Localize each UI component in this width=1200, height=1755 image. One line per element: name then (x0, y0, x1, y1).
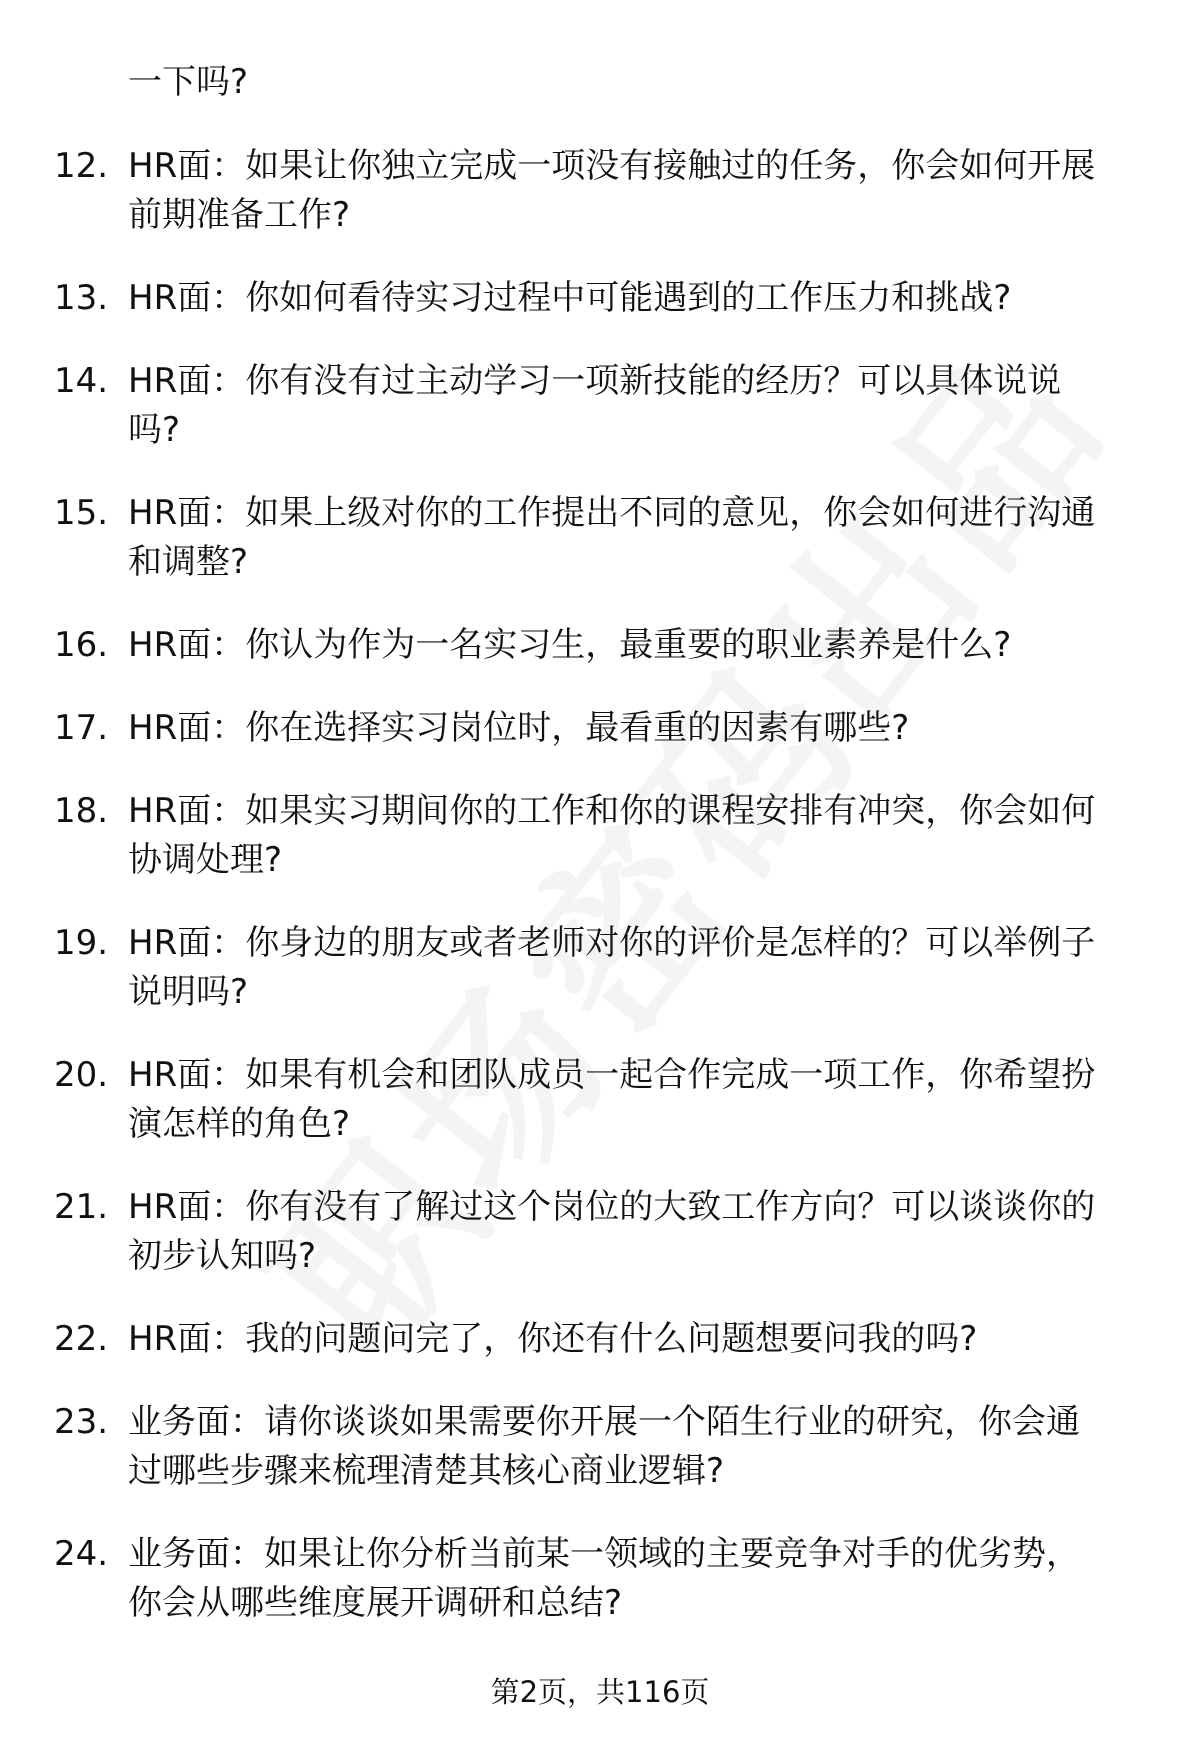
question-item (0, 1315, 1200, 1364)
question-number: 16. (54, 625, 109, 665)
question-item (0, 787, 1200, 885)
question-item (0, 1530, 1200, 1628)
question-text (128, 1051, 1095, 1149)
question-line: HR面：你有没有了解过这个岗位的大致工作方向？可以谈谈你的 (128, 1187, 1096, 1227)
question-item (0, 1398, 1200, 1496)
question-line: HR面：我的问题问完了，你还有什么问题想要问我的吗? (128, 1319, 978, 1359)
question-line: HR面：如果有机会和团队成员一起合作完成一项工作，你希望扮 (128, 1055, 1096, 1095)
question-line: 说明吗? (128, 972, 249, 1012)
continued-text: 一下吗? (128, 62, 249, 102)
question-item (0, 621, 1200, 670)
question-number: 15. (54, 493, 109, 533)
question-line: 演怎样的角色? (128, 1104, 351, 1144)
question-line: HR面：你身边的朋友或者老师对你的评价是怎样的？可以举例子 (128, 923, 1096, 963)
question-line: 业务面：请你谈谈如果需要你开展一个陌生行业的研究，你会通 (128, 1402, 1080, 1442)
question-line: HR面：如果实习期间你的工作和你的课程安排有冲突，你会如何 (128, 791, 1096, 831)
question-number: 23. (54, 1402, 109, 1442)
question-text (128, 787, 1095, 885)
question-number: 12. (54, 146, 109, 186)
question-number: 17. (54, 708, 109, 748)
question-text (128, 1315, 977, 1364)
question-item (0, 919, 1200, 1017)
question-number: 13. (54, 278, 109, 318)
question-number: 18. (54, 791, 109, 831)
question-line: HR面：你在选择实习岗位时，最看重的因素有哪些? (128, 708, 910, 748)
question-line: 初步认知吗? (128, 1236, 317, 1276)
question-text (128, 274, 1011, 323)
question-line: HR面：你有没有过主动学习一项新技能的经历？可以具体说说 (128, 361, 1062, 401)
question-item (0, 1051, 1200, 1149)
question-item (0, 704, 1200, 753)
question-line: 业务面：如果让你分析当前某一领域的主要竞争对手的优劣势， (128, 1534, 1080, 1574)
question-item (0, 489, 1200, 587)
question-item (0, 142, 1200, 240)
question-line: 和调整? (128, 542, 249, 582)
question-item (0, 274, 1200, 323)
question-line: 你会从哪些维度展开调研和总结? (128, 1583, 623, 1623)
question-line: HR面：你如何看待实习过程中可能遇到的工作压力和挑战? (128, 278, 1012, 318)
question-line: 协调处理? (128, 840, 283, 880)
question-text (128, 1183, 1095, 1281)
question-number: 19. (54, 923, 109, 963)
question-line: HR面：如果让你独立完成一项没有接触过的任务，你会如何开展 (128, 146, 1096, 186)
question-line: HR面：你认为作为一名实习生，最重要的职业素养是什么? (128, 625, 1012, 665)
question-text (128, 1530, 1080, 1628)
question-number: 14. (54, 361, 109, 401)
question-list (0, 58, 1200, 1662)
question-line: 吗? (128, 410, 181, 450)
question-text (128, 1398, 1080, 1496)
question-item (0, 1183, 1200, 1281)
question-text (128, 357, 1061, 455)
question-number: 20. (54, 1055, 109, 1095)
question-line: 过哪些步骤来梳理清楚其核心商业逻辑? (128, 1451, 725, 1491)
question-text (128, 489, 1095, 587)
question-line: HR面：如果上级对你的工作提出不同的意见，你会如何进行沟通 (128, 493, 1096, 533)
page-number: 第2页，共116页 (490, 1675, 710, 1709)
question-line: 前期准备工作? (128, 195, 351, 235)
question-text (128, 621, 1011, 670)
question-number: 22. (54, 1319, 109, 1359)
question-number: 21. (54, 1187, 109, 1227)
question-item (0, 357, 1200, 455)
question-text (128, 919, 1095, 1017)
question-text (128, 704, 909, 753)
question-text (128, 142, 1095, 240)
question-number: 24. (54, 1534, 109, 1574)
